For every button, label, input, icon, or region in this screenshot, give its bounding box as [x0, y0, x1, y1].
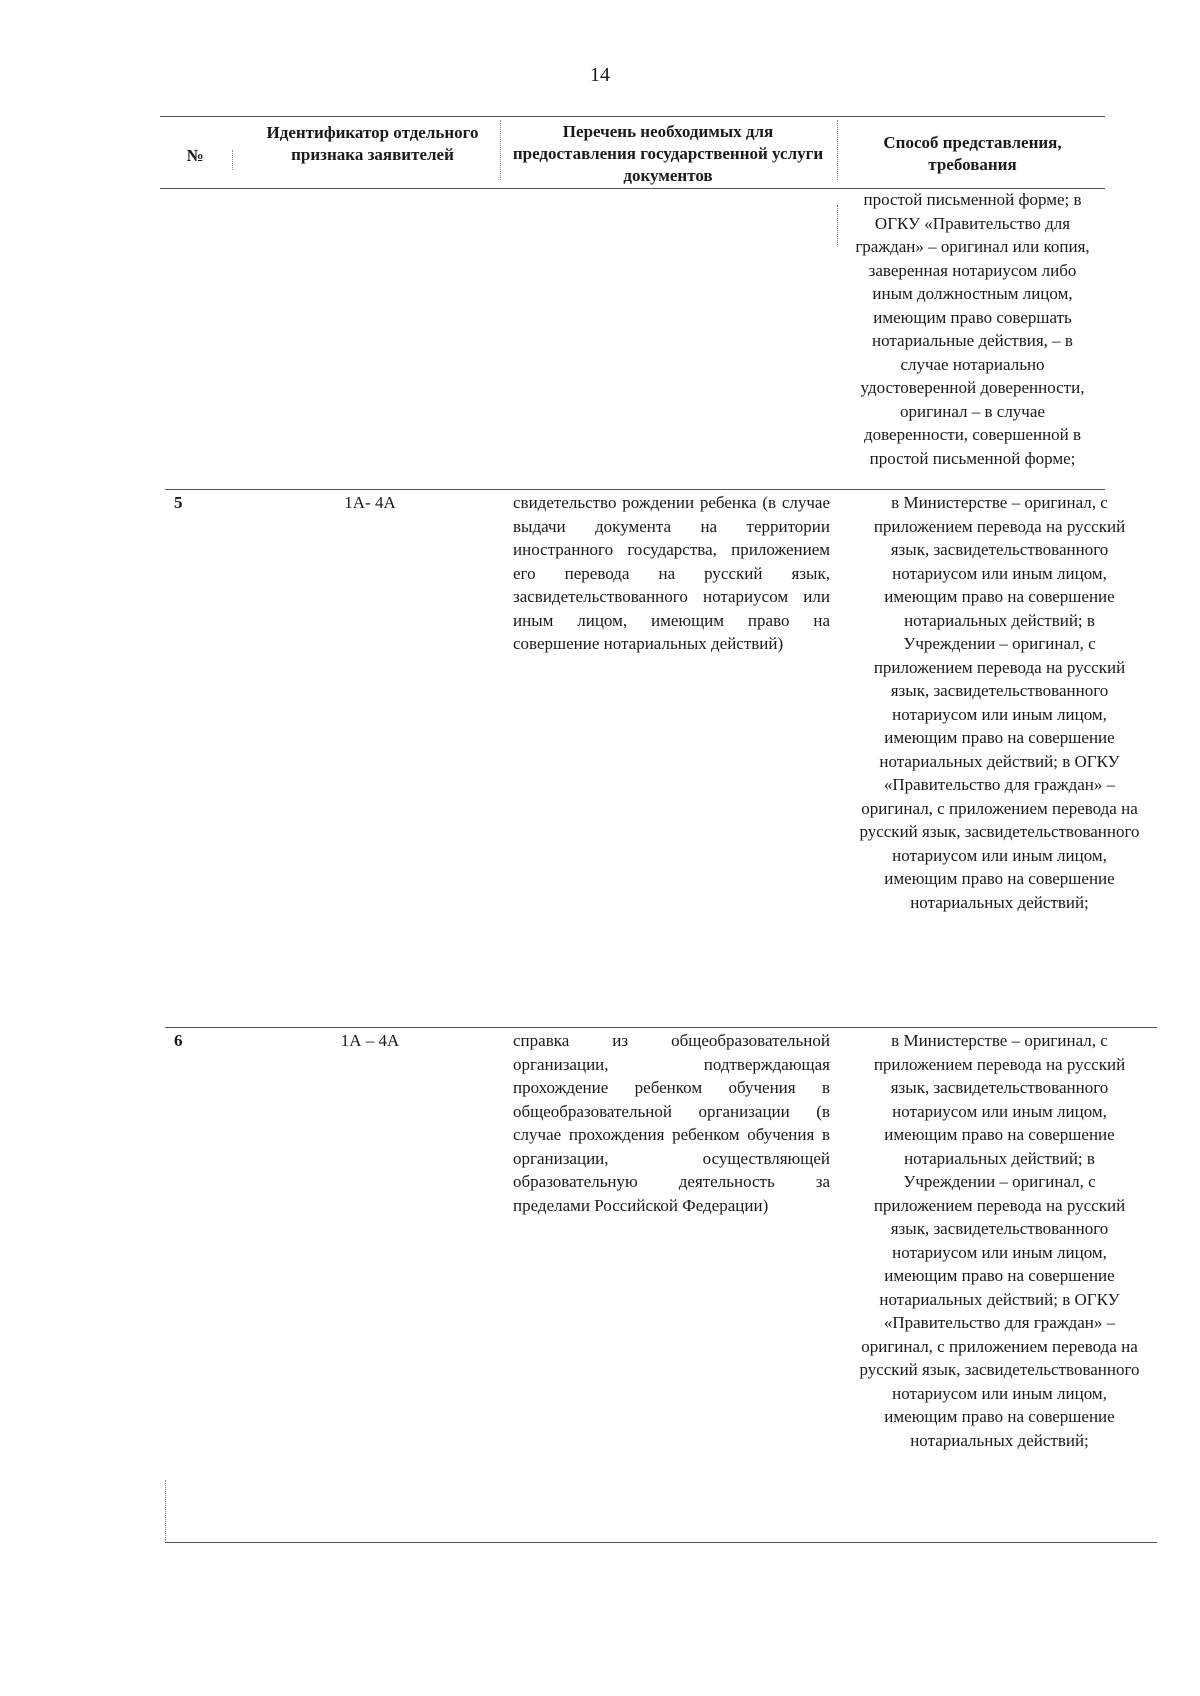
header-identifier: Идентификатор отдельного признака заявителей — [266, 123, 479, 164]
row-6-identifier: 1А – 4А — [340, 1031, 400, 1050]
row-5-number: 5 — [174, 493, 183, 512]
page-number: 14 — [590, 64, 610, 86]
row-6-number: 6 — [174, 1031, 183, 1050]
row-6-top-rule — [165, 1027, 1157, 1028]
row-5-method: в Министерстве – оригинал, с приложением перевода на русский язык, засвидетельствованного нотариусом или иным лицом, имеющим право на совершение нотариальных действий; в Учреждении – оригинал, с приложением перевода на русский язык, засвидетельствованного нотариусом или иным лицом, имеющим право на совершение нотариальных действий; в ОГКУ «Правительство для граждан» – оригинал, с приложением перевода на русский язык, засвидетельствованного нотариусом или иным лицом, имеющим право на совершение нотариальных действий; — [859, 493, 1140, 912]
column-divider-3 — [837, 120, 838, 180]
row-5-top-rule — [165, 489, 1105, 490]
row-5-identifier: 1А- 4А — [344, 493, 396, 512]
table-top-rule — [160, 116, 1105, 117]
column-divider-4 — [837, 205, 838, 245]
row-5-documents: свидетельство рождении ребенка (в случае выдачи документа на территории иностранного государства, приложением его перевода на русский язык, засвидетельствованного нотариусом или иным лицом, имеющим право на совершение нотариальных действий) — [513, 493, 830, 653]
row-6-method: в Министерстве – оригинал, с приложением перевода на русский язык, засвидетельствованного нотариусом или иным лицом, имеющим право на совершение нотариальных действий; в Учреждении – оригинал, с приложением перевода на русский язык, засвидетельствованного нотариусом или иным лицом, имеющим право на совершение нотариальных действий; в ОГКУ «Правительство для граждан» – оригинал, с приложением перевода на русский язык, засвидетельствованного нотариусом или иным лицом, имеющим право на совершение нотариальных действий; — [859, 1031, 1140, 1450]
header-number: № — [186, 146, 204, 165]
header-method: Способ представления, требования — [883, 133, 1062, 174]
header-documents: Перечень необходимых для предоставления государственной услуги документов — [512, 122, 824, 185]
table-bottom-rule — [165, 1542, 1157, 1543]
row-6-documents: справка из общеобразовательной организации, подтверждающая прохождение ребенком обучения в общеобразовательной организации (в случае прохождения ребенком обучения в организации, осуществляющей образовательную деятельность за пределами Российской Федерации) — [513, 1031, 830, 1215]
column-divider-2 — [500, 120, 501, 180]
continuation-method-cell: простой письменной форме; в ОГКУ «Правительство для граждан» – оригинал или копия, заверенная нотариусом либо иным должностным лицом, имеющим право совершать нотариальные действия, – в случае нотариально удостоверенной доверенности, оригинал – в случае доверенности, совершенной в простой письменной форме; — [855, 190, 1090, 468]
column-divider-1 — [232, 150, 233, 170]
column-divider-5 — [165, 1480, 166, 1540]
